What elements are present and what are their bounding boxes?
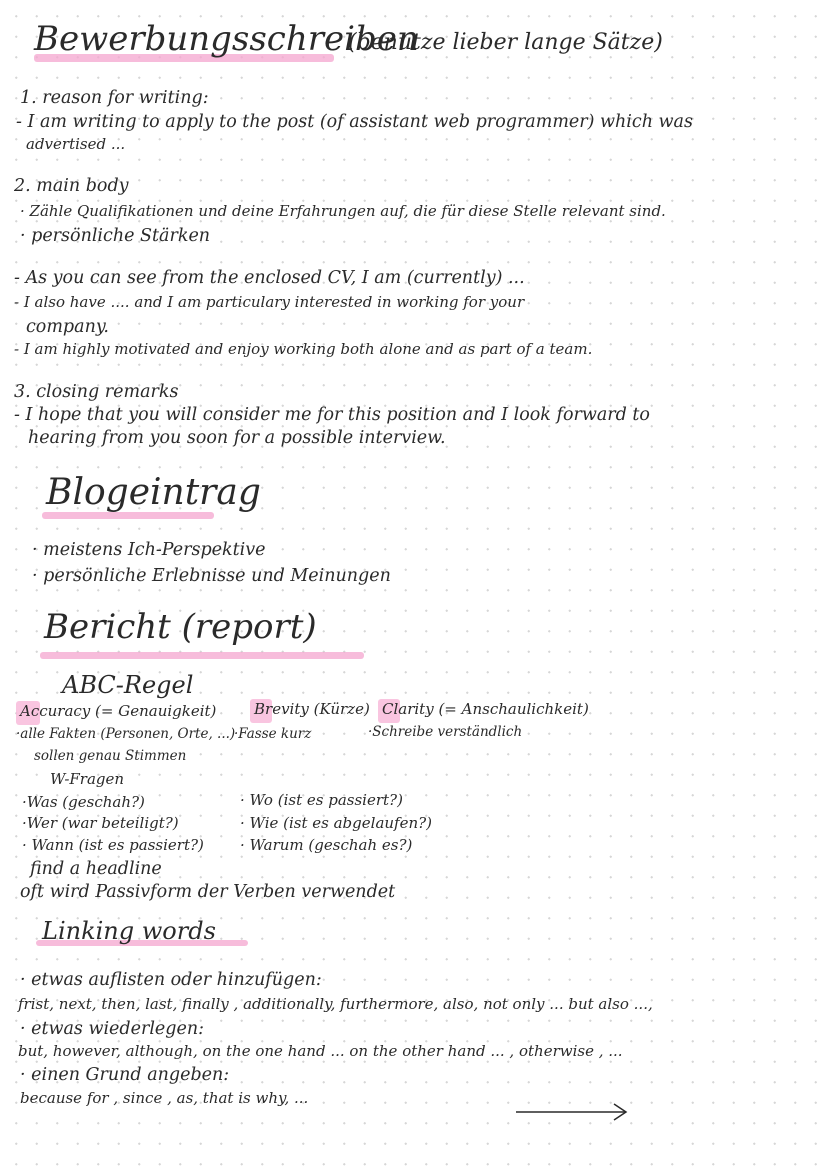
linking-line2: frist, next, then, last, finally , additionally, furthermore, also, not only ... but also ..., <box>18 995 653 1013</box>
linking-line1: · etwas auflisten oder hinzufügen: <box>20 970 322 990</box>
s3-heading: 3. closing remarks <box>14 382 179 402</box>
accuracy-detail-2: sollen genau Stimmen <box>34 748 187 764</box>
wfrage-wann: · Wann (ist es passiert?) <box>22 836 204 854</box>
blog-title: Blogeintrag <box>46 472 261 513</box>
linking-line6: because for , since , as, that is why, ... <box>20 1089 309 1107</box>
s3-line1: - I hope that you will consider me for this position and I look forward to <box>14 405 650 425</box>
wfragen-title: W-Fragen <box>50 770 125 788</box>
wfrage-warum: · Warum (geschah es?) <box>240 836 413 854</box>
wfrage-wie: · Wie (ist es abgelaufen?) <box>240 814 433 832</box>
s2-line6: - I am highly motivated and enjoy working both alone and as part of a team. <box>14 340 593 358</box>
s3-line2: hearing from you soon for a possible interview. <box>28 428 446 448</box>
clarity-label: Clarity (= Anschaulichkeit) <box>382 700 589 718</box>
accuracy-label: Accuracy (= Genauigkeit) <box>20 702 217 720</box>
brevity-label: Brevity (Kürze) <box>254 700 370 718</box>
abc-title: ABC-Regel <box>62 671 194 699</box>
passiv-note: oft wird Passivform der Verben verwendet <box>20 882 396 902</box>
s2-line1: · Zähle Qualifikationen und deine Erfahrungen auf, die für diese Stelle relevant sind. <box>20 202 666 220</box>
s2-line4: - I also have .... and I am particulary interested in working for your <box>14 293 525 311</box>
s2-line3: - As you can see from the enclosed CV, I am (currently) ... <box>14 268 525 288</box>
clarity-detail: ·Schreibe verständlich <box>368 724 523 740</box>
brevity-detail: ·Fasse kurz <box>234 726 312 742</box>
linking-title: Linking words <box>42 917 216 945</box>
s2-line2: · persönliche Stärken <box>20 226 211 246</box>
bericht-title-highlight <box>40 652 364 659</box>
accuracy-detail-1: ·alle Fakten (Personen, Orte, ...) <box>16 726 236 742</box>
s1-line1: - I am writing to apply to the post (of assistant web programmer) which was <box>16 112 693 132</box>
blog-line2: · persönliche Erlebnisse und Meinungen <box>32 566 391 586</box>
headline-note: find a headline <box>30 859 162 879</box>
wfrage-wer: ·Wer (war beteiligt?) <box>22 814 179 832</box>
s1-heading: 1. reason for writing: <box>20 88 209 108</box>
right-arrow-icon <box>514 1100 634 1124</box>
wfrage-was: ·Was (geschah?) <box>22 793 145 811</box>
s2-heading: 2. main body <box>14 176 129 196</box>
wfrage-wo: · Wo (ist es passiert?) <box>240 791 403 809</box>
linking-line3: · etwas wiederlegen: <box>20 1019 205 1039</box>
bewerbung-title: Bewerbungsschreiben <box>34 19 419 59</box>
blog-line1: · meistens Ich-Perspektive <box>32 540 266 560</box>
linking-line5: · einen Grund angeben: <box>20 1065 230 1085</box>
s2-line5: company. <box>26 317 109 337</box>
bewerbung-title-note: (benutze lieber lange Sätze) <box>348 30 663 55</box>
bericht-title: Bericht (report) <box>44 607 317 647</box>
s1-line2: advertised ... <box>26 135 126 153</box>
linking-line4: but, however, although, on the one hand ... on the other hand ... , otherwise , ... <box>18 1042 623 1060</box>
